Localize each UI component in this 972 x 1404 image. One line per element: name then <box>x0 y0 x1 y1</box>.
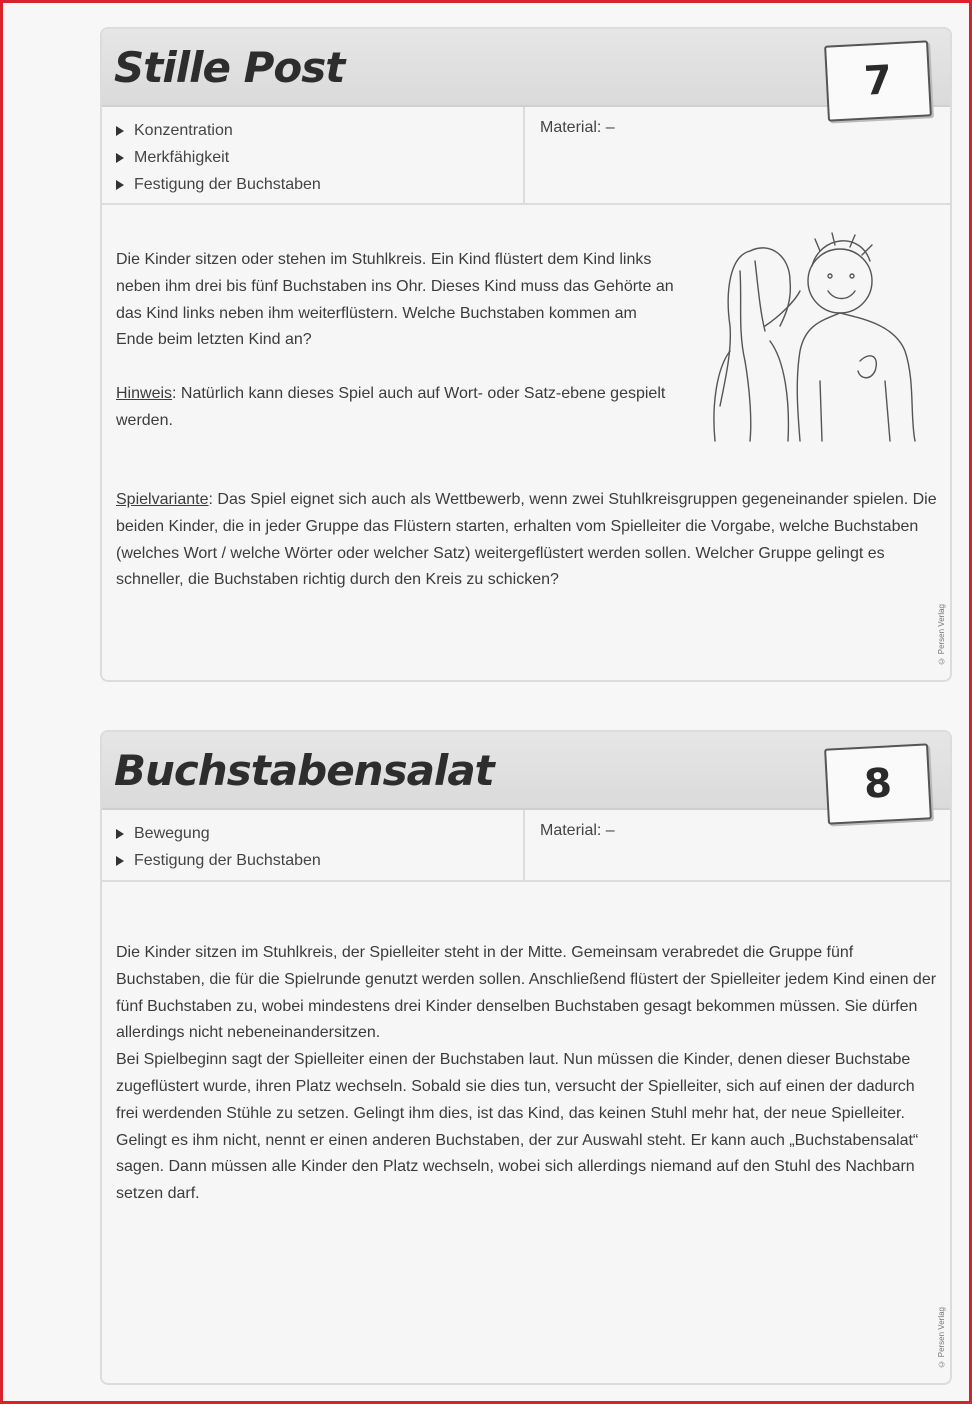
card-number-badge: 8 <box>824 743 932 824</box>
card-description <box>116 940 938 1235</box>
game-card-stille-post <box>100 27 952 682</box>
card-number-badge: 7 <box>824 40 932 121</box>
variant-paragraph <box>116 487 938 594</box>
game-card-buchstabensalat <box>100 730 952 1385</box>
card-info-row <box>102 810 950 882</box>
hint-paragraph <box>116 381 676 435</box>
copyright-note: © Persen Verlag <box>937 1307 946 1369</box>
card-header <box>102 732 950 810</box>
card-title: Buchstabensalat <box>114 746 494 795</box>
skill-item: Festigung der Buchstaben <box>114 171 523 198</box>
copyright-note: © Persen Verlag <box>937 604 946 666</box>
skill-item: Konzentration <box>114 117 523 144</box>
card-description <box>116 247 676 461</box>
variant-block <box>116 487 938 621</box>
skills-list <box>102 810 525 880</box>
variant-text: : Das Spiel eignet sich auch als Wettbewerb, wenn zwei Stuhlkreisgruppen gegeneinander spielen. Die beiden Kinder, die in jeder Gruppe das Flüstern starten, erhalten vom Spielleiter die Vorgabe, welche Buchstaben (welches Wort / welche Wörter oder welcher Satz) weitergeflüstert werden sollen. Welcher Gruppe gelingt es schneller, die Buchstaben richtig durch den Kreis zu schicken? <box>116 491 937 589</box>
variant-label: Spielvariante <box>116 491 209 508</box>
description-paragraph: Die Kinder sitzen im Stuhlkreis, der Spielleiter steht in der Mitte. Gemeinsam verabredet die Gruppe fünf Buchstaben, die für die Spielrunde genutzt werden sollen. Anschließend flüstert der Spielleiter jedem Kind einen der fünf Buchstaben zu, wobei mindestens drei Kinder denselben Buchstaben gesagt bekommen müssen. Sie dürfen allerdings nicht nebeneinandersitzen. <box>116 944 937 1042</box>
two-children-whispering-illustration <box>710 231 920 446</box>
material-label: Material: – <box>540 822 615 839</box>
hint-label: Hinweis <box>116 384 173 402</box>
card-header <box>102 29 950 107</box>
skill-item: Festigung der Buchstaben <box>114 847 523 874</box>
card-info-row <box>102 107 950 205</box>
skill-item: Merkfähigkeit <box>114 144 523 171</box>
description-paragraph: Die Kinder sitzen oder stehen im Stuhlkreis. Ein Kind flüstert dem Kind links neben ihm drei bis fünf Buchstaben ins Ohr. Dieses Kind muss das Gehörte an das Kind links neben ihm weiterflüstern. Welche Buchstaben kommen am Ende beim letzten Kind an? <box>116 251 674 349</box>
skills-list <box>102 107 525 203</box>
skill-item: Bewegung <box>114 820 523 847</box>
hint-text: : Natürlich kann dieses Spiel auch auf Wort- oder Satz-ebene gespielt werden. <box>116 384 666 429</box>
card-title: Stille Post <box>114 43 345 92</box>
description-paragraph: Bei Spielbeginn sagt der Spielleiter einen der Buchstaben laut. Nun müssen die Kinder, denen dieser Buchstabe zugeflüstert wurde, ihren Platz wechseln. Sobald sie dies tun, versucht der Spielleiter, sich auf einen der dadurch frei werdenden Stühle zu setzen. Gelingt ihm dies, ist das Kind, das keinen Stuhl mehr hat, der neue Spielleiter. Gelingt es ihm nicht, nennt er einen anderen Buchstaben, der zur Auswahl steht. Er kann auch „Buchstabensalat“ sagen. Dann müssen alle Kinder den Platz wechseln, wobei sich allerdings niemand auf den Stuhl des Nachbarn setzen darf. <box>116 1051 919 1203</box>
material-label: Material: – <box>540 119 615 136</box>
